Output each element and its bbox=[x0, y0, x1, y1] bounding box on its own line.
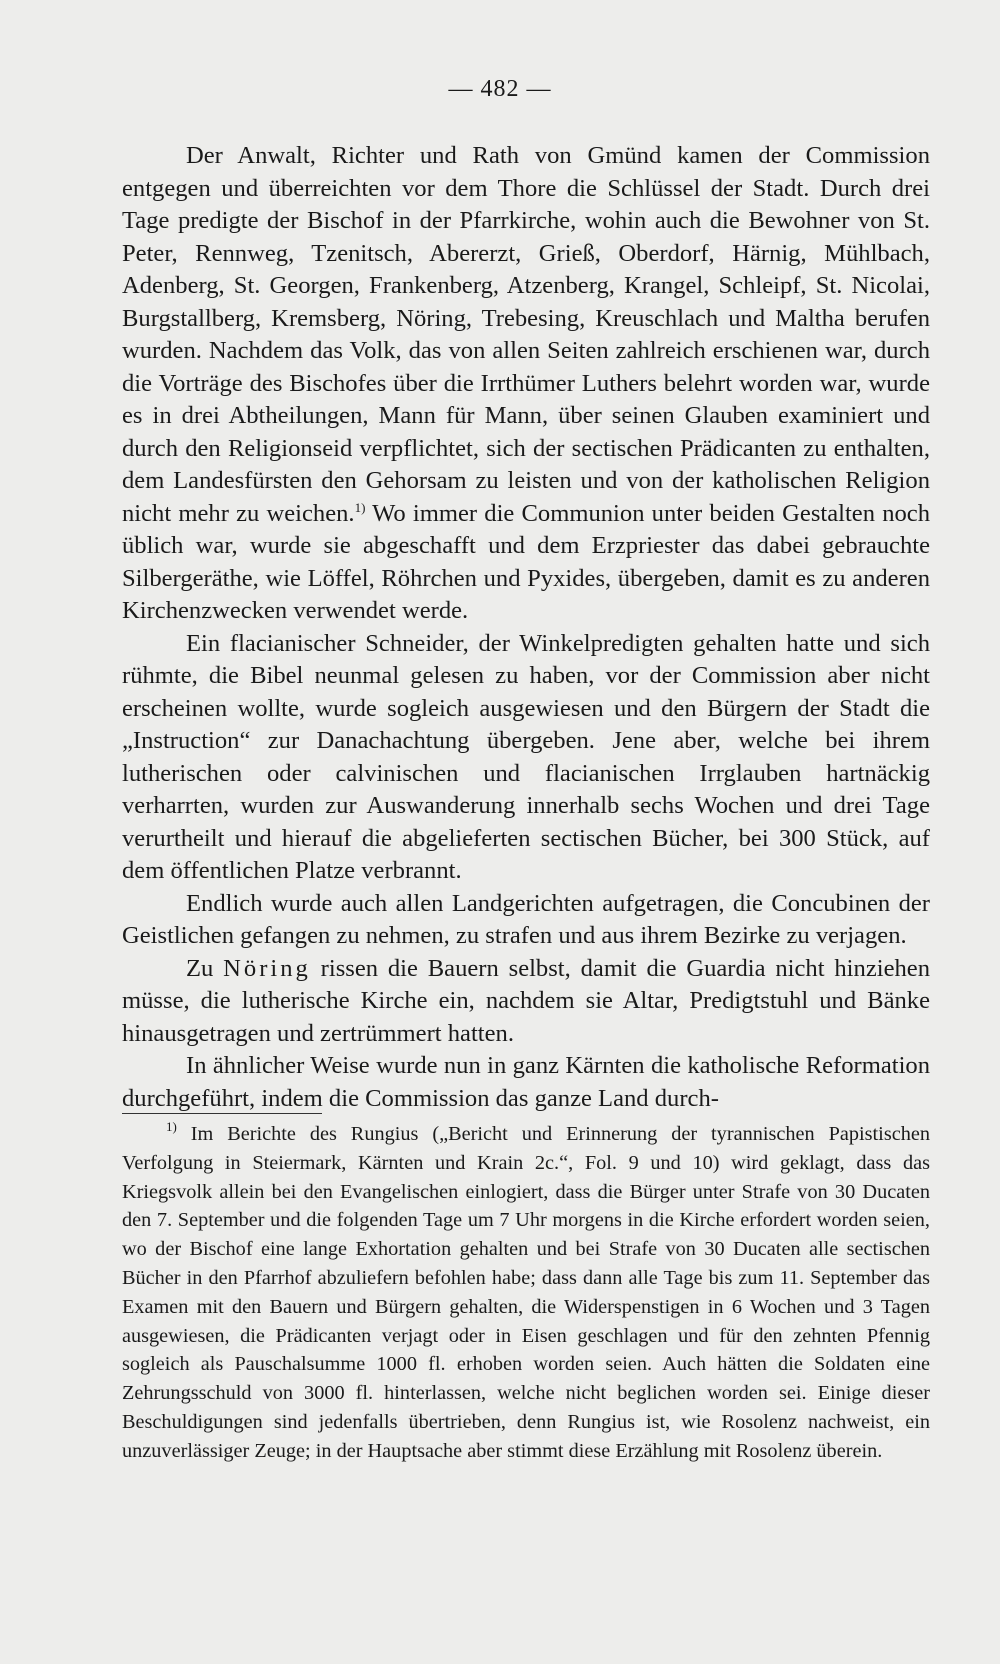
paragraph-text-continued: Wo immer die Communion unter beiden Gestalten noch üblich war, wurde sie abgeschafft und dem Erzpriester das dabei gebrauchte Silbergeräthe, wie Löffel, Röhrchen und Pyxides, übergeben, damit es zu anderen Kirchenzwecken verwendet werde. bbox=[122, 499, 931, 624]
paragraph-text: In ähnlicher Weise wurde nun in ganz Kärnten die katholische Reformation durchgeführt, indem die Commission das ganze Land durch- bbox=[122, 1052, 930, 1112]
paragraph-text-lead: Zu bbox=[186, 954, 224, 982]
main-text bbox=[122, 140, 930, 1115]
paragraph bbox=[122, 953, 930, 1051]
paragraph-text: Endlich wurde auch allen Landgerichten aufgetragen, die Concubinen der Geistlichen gefangen zu nehmen, zu strafen und aus ihrem Bezirke zu verjagen. bbox=[122, 889, 930, 949]
footnote bbox=[122, 1120, 930, 1466]
paragraph-text: rissen die Bauern selbst, damit die Guardia nicht hinziehen müsse, die lutherische Kirche ein, nachdem sie Altar, Predigtstuhl und Bänke hinausgetragen und zertrümmert hatten. bbox=[122, 954, 930, 1047]
paragraph-text: Ein flacianischer Schneider, der Winkelpredigten gehalten hatte und sich rühmte, die Bibel neunmal gelesen zu haben, vor der Commission aber nicht erscheinen wollte, wurde sogleich ausgewiesen und den Bürgern der Stadt die „Instruction“ zur Danachachtung übergeben. Jene aber, welche bei ihrem lutherischen oder calvinischen und flacianischen Irrglauben hartnäckig verharrten, wurden zur Auswanderung innerhalb sechs Wochen und drei Tage verurtheilt und hierauf die abgelieferten sectischen Bücher, bei 300 Stück, auf dem öffentlichen Platze verbrannt. bbox=[122, 629, 930, 884]
page-number: — 482 — bbox=[448, 76, 552, 102]
footnote-text: Im Berichte des Rungius („Bericht und Erinnerung der tyrannischen Papistischen Verfolgung in Steiermark, Kärnten und Krain 2c.“, Fol. 9 und 10) wird geklagt, dass das Kriegsvolk allein bei den Evangelischen einlogiert, dass die Bürger unter Strafe von 30 Ducaten den 7. September und die folgenden Tage um 7 Uhr morgens in die Kirche erfordert worden seien, wo der Bischof eine lange Exhortation gehalten und bei Strafe von 30 Ducaten alle sectischen Bücher in den Pfarrhof abzuliefern befohlen habe; dass dann alle Tage bis zum 11. September das Examen mit den Bauern und Bürgern gehalten, die Widerspenstigen in 6 Wochen und 3 Tagen ausgewiesen, die Prädicanten verjagt oder in Eisen geschlagen und für den zehnten Pfennig sogleich als Pauschalsumme 1000 fl. erhoben worden seien. Auch hätten die Soldaten eine Zehrungsschuld von 3000 fl. hinterlassen, welche nicht beglichen worden sei. Einige dieser Beschuldigungen sind jedenfalls übertrieben, denn Rungius ist, wie Rosolenz nachweist, ein unzuverlässiger Zeuge; in der Hauptsache aber stimmt diese Erzählung mit Rosolenz überein. bbox=[122, 1123, 930, 1462]
footnote-reference[interactable]: 1) bbox=[354, 499, 366, 515]
footnote-separator bbox=[122, 1113, 322, 1114]
paragraph bbox=[122, 140, 930, 628]
paragraph bbox=[122, 628, 930, 888]
footnote-paragraph bbox=[122, 1120, 930, 1466]
spaced-place-name: Nöring bbox=[223, 954, 311, 982]
footnote-marker: 1) bbox=[166, 1119, 177, 1134]
paragraph-text: Der Anwalt, Richter und Rath von Gmünd kamen der Commission entgegen und überreichten vor dem Thore die Schlüssel der Stadt. Durch drei Tage predigte der Bischof in der Pfarrkirche, wohin auch die Bewohner von St. Peter, Rennweg, Tzenitsch, Abererzt, Grieß, Oberdorf, Härnig, Mühlbach, Adenberg, St. Georgen, Frankenberg, Atzenberg, Krangel, Schleipf, St. Nicolai, Burgstallberg, Kremsberg, Nöring, Trebesing, Kreuschlach und Maltha berufen wurden. Nachdem das Volk, das von allen Seiten zahlreich erschienen war, durch die Vorträge des Bischofes über die Irrthümer Luthers belehrt worden war, wurde es in drei Abtheilungen, Mann für Mann, über seinen Glauben examiniert und durch den Religionseid verpflichtet, sich der sectischen Prädicanten zu enthalten, dem Landesfürsten den Gehorsam zu leisten und von der katholischen Religion nicht mehr zu weichen. bbox=[122, 142, 930, 527]
paragraph bbox=[122, 1050, 930, 1115]
paragraph bbox=[122, 888, 930, 953]
